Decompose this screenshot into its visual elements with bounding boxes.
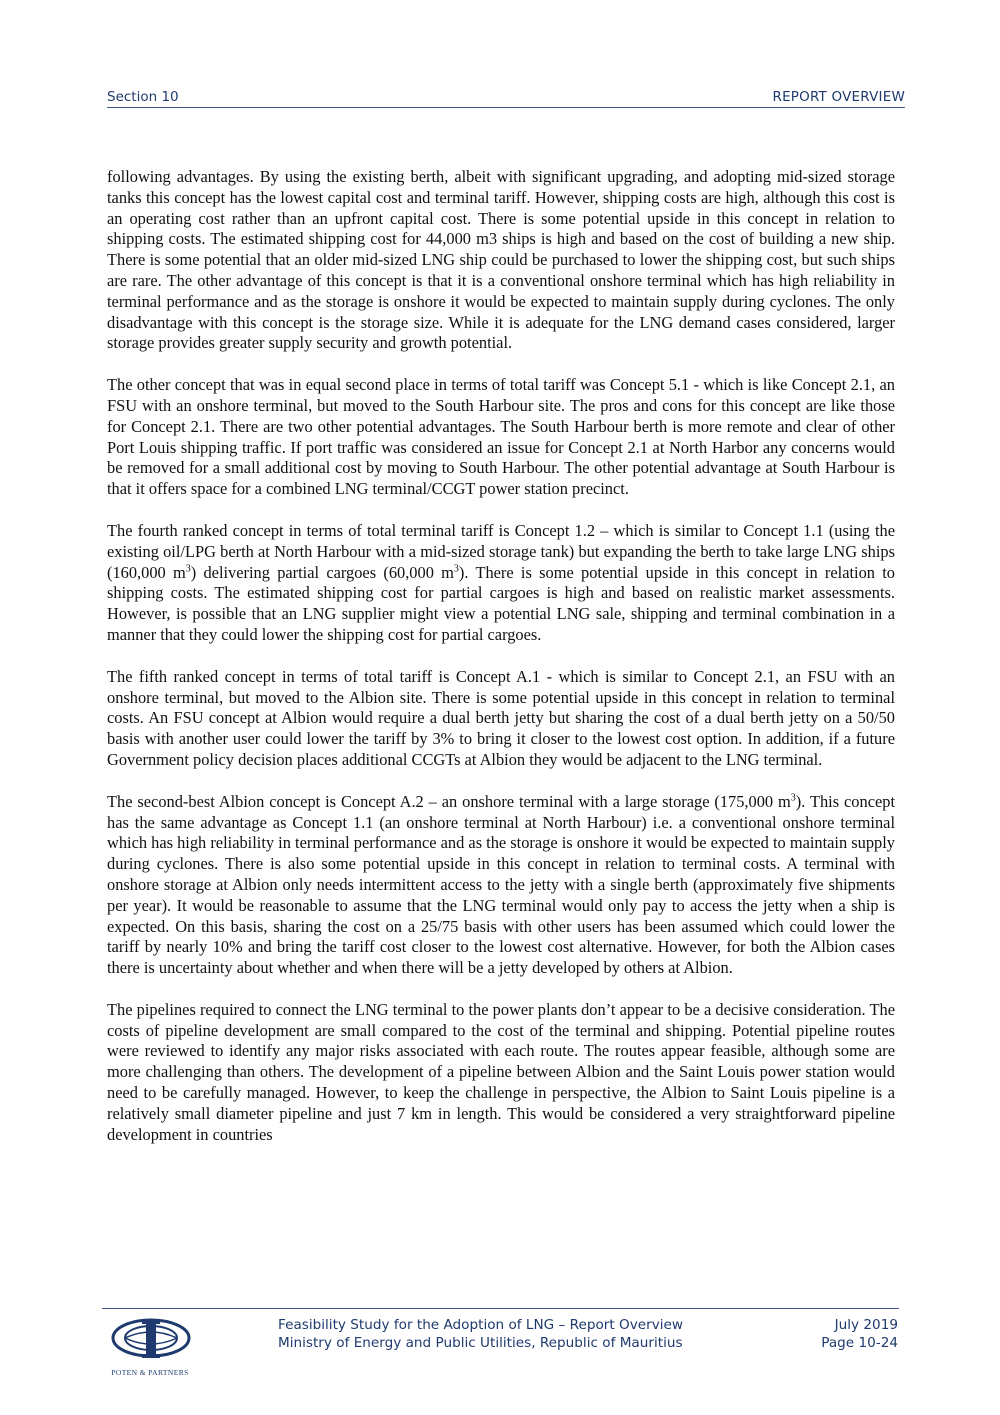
superscript: 3	[790, 792, 796, 804]
header-title: REPORT OVERVIEW	[772, 89, 905, 105]
paragraph-6: The pipelines required to connect the LNG terminal to the power plants don’t appear to be a decisive consideration. The costs of pipeline development are small compared to the cost of the terminal and shipping. Potential pipeline routes were reviewed to identify any major risks associated with each route. The routes appear feasible, although some are more challenging than others. The development of a pipeline between Albion and the Saint Louis power station would need to be carefully managed. However, to keep the challenge in perspective, the Albion to Saint Louis pipeline is a relatively small diameter pipeline and just 7 km in length. This would be considered a very straightforward pipeline development in countries	[107, 999, 895, 1144]
paragraph-3-part-c: ). There is some potential upside in this concept in relation to shipping costs. The estimated shipping cost for partial cargoes is high and based on realistic market assessments. However, is possible that an LNG supplier might view a potential LNG sale, shipping and terminal combination in a manner that they could lower the shipping cost for partial cargoes.	[107, 562, 895, 644]
footer-ministry: Ministry of Energy and Public Utilities, Republic of Mauritius	[278, 1335, 683, 1351]
footer-document-info	[278, 1316, 748, 1352]
paragraph-2: The other concept that was in equal second place in terms of total tariff was Concept 5.1 - which is like Concept 2.1, an FSU with an onshore terminal, but moved to the South Harbour site. The pros and cons for this concept are like those for Concept 2.1. There are two other potential advantages. The South Harbour berth is more remote and clear of other Port Louis shipping traffic. If port traffic was considered an issue for Concept 2.1 at North Harbor any concerns would be removed for a small additional cost by moving to South Harbour. The other potential advantage at South Harbour is that it offers space for a combined LNG terminal/CCGT power station precinct.	[107, 375, 895, 499]
paragraph-5-part-a: The second-best Albion concept is Concept A.2 – an onshore terminal with a large storage (175,000 m	[107, 791, 791, 811]
body-text	[107, 167, 895, 1166]
superscript: 3	[185, 563, 191, 575]
paragraph-3-part-a: The fourth ranked concept in terms of total terminal tariff is Concept 1.2 – which is similar to Concept 1.1 (using the existing oil/LPG berth at North Harbour with a mid-sized storage tank) but expanding the berth to take large LNG ships (160,000 m	[107, 520, 895, 582]
paragraph-4: The fifth ranked concept in terms of total tariff is Concept A.1 - which is similar to Concept 2.1, an FSU with an onshore terminal, but moved to the Albion site. There is some potential upside in this concept in relation to terminal costs. An FSU concept at Albion would require a dual berth jetty but sharing the cost of a dual berth jetty on a 50/50 basis with another user could lower the tariff by 3% to bring it closer to the lowest cost option. In addition, if a future Government policy decision places additional CCGTs at Albion they would be adjacent to the LNG terminal.	[107, 666, 895, 769]
section-label: Section 10	[107, 89, 179, 105]
footer-study-title: Feasibility Study for the Adoption of LNG – Report Overview	[278, 1317, 684, 1333]
paragraph-1: following advantages. By using the existing berth, albeit with significant upgrading, and adopting mid-sized storage tanks this concept has the lowest capital cost and terminal tariff. However, shipping costs are high, although this cost is an operating cost rather than an upfront capital cost. There is some potential upside in this concept in relation to shipping costs. The estimated shipping cost for 44,000 m3 ships is high and based on the cost of building a new ship. There is some potential that an older mid-sized LNG ship could be purchased to lower the shipping cost, but such ships are rare. The other advantage of this concept is that it is a conventional onshore terminal which has high reliability in terminal performance and as the storage is onshore it would be expected to maintain supply during cyclones. The only disadvantage with this concept is the storage size. While it is adequate for the LNG demand cases considered, larger storage provides greater supply security and growth potential.	[107, 167, 895, 353]
footer-date: July 2019	[834, 1317, 898, 1333]
page-header	[107, 88, 905, 108]
footer-date-page	[780, 1316, 898, 1352]
paragraph-5-part-b: ). This concept has the same advantage as Concept 1.1 (an onshore terminal at North Harbour) i.e. a conventional onshore terminal which has high reliability in terminal performance and as the storage is onshore it would be expected to maintain supply during cyclones. There is also some potential upside in this concept in relation to terminal costs. A terminal with onshore storage at Albion only needs intermittent access to the jetty with a single berth (approximately five shipments per year). It would be reasonable to assume that the LNG terminal would only pay to access the jetty when a ship is expected. On this basis, sharing the cost on a 25/75 basis with other users has been assumed which could lower the tariff by nearly 10% and bring the tariff cost closer to the lowest cost alternative. However, for both the Albion cases there is uncertainty about whether and when there will be a jetty developed by others at Albion.	[107, 791, 895, 978]
logo-text: POTEN & PARTNERS	[111, 1368, 189, 1377]
paragraph-3	[107, 521, 895, 646]
footer-divider	[102, 1308, 899, 1309]
superscript: 3	[453, 563, 459, 575]
page-number: Page 10-24	[821, 1335, 898, 1351]
paragraph-3-part-b: ) delivering partial cargoes (60,000 m	[190, 562, 454, 582]
paragraph-5	[107, 792, 895, 979]
